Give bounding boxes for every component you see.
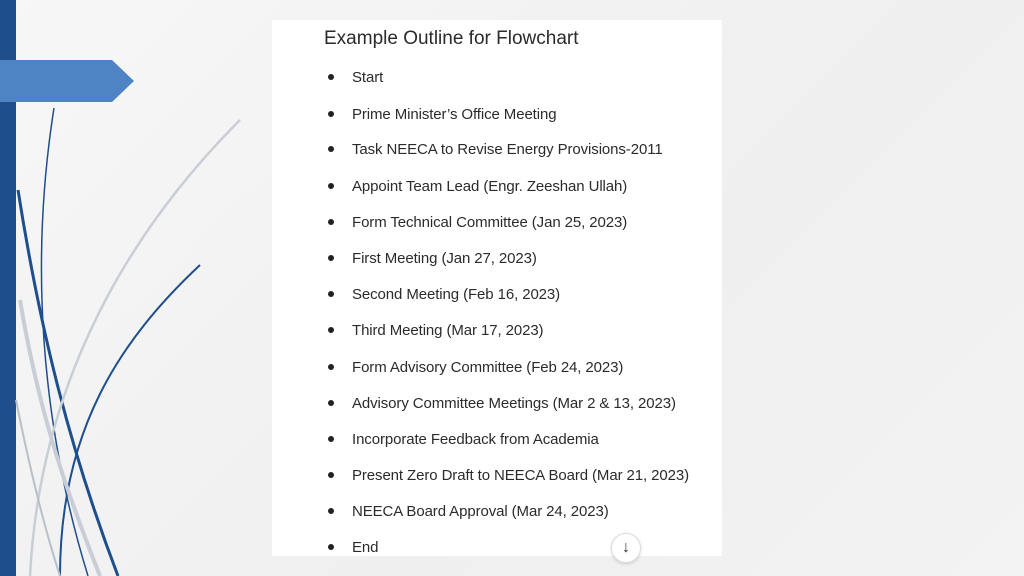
list-item: First Meeting (Jan 27, 2023) xyxy=(328,247,537,269)
bullet-icon xyxy=(328,219,334,225)
list-item: Third Meeting (Mar 17, 2023) xyxy=(328,319,543,341)
bullet-icon xyxy=(328,400,334,406)
bullet-icon xyxy=(328,111,334,117)
bullet-icon xyxy=(328,436,334,442)
arrow-tab-decoration xyxy=(0,60,134,102)
list-item: Advisory Committee Meetings (Mar 2 & 13, 2023) xyxy=(328,392,676,414)
outline-list xyxy=(272,20,722,556)
list-item: Form Technical Committee (Jan 25, 2023) xyxy=(328,211,627,233)
list-item: Task NEECA to Revise Energy Provisions-2011 xyxy=(328,138,663,160)
list-item: Present Zero Draft to NEECA Board (Mar 21, 2023) xyxy=(328,464,689,486)
list-item: Second Meeting (Feb 16, 2023) xyxy=(328,283,560,305)
bullet-icon xyxy=(328,544,334,550)
bullet-icon xyxy=(328,472,334,478)
bullet-icon xyxy=(328,291,334,297)
list-item: Start xyxy=(328,66,383,88)
outline-panel xyxy=(272,20,722,556)
bullet-icon xyxy=(328,183,334,189)
bullet-icon xyxy=(328,508,334,514)
list-item: Incorporate Feedback from Academia xyxy=(328,428,599,450)
list-item: Prime Minister’s Office Meeting xyxy=(328,103,556,125)
bullet-icon xyxy=(328,327,334,333)
bullet-icon xyxy=(328,364,334,370)
list-item: Appoint Team Lead (Engr. Zeeshan Ullah) xyxy=(328,175,627,197)
list-item: End xyxy=(328,536,378,558)
list-item: NEECA Board Approval (Mar 24, 2023) xyxy=(328,500,609,522)
bullet-icon xyxy=(328,255,334,261)
scroll-down-button[interactable] xyxy=(611,533,641,563)
arrow-down-icon: ↓ xyxy=(622,539,630,556)
outline-title: Example Outline for Flowchart xyxy=(324,28,579,49)
bullet-icon xyxy=(328,74,334,80)
bullet-icon xyxy=(328,146,334,152)
list-item: Form Advisory Committee (Feb 24, 2023) xyxy=(328,356,623,378)
